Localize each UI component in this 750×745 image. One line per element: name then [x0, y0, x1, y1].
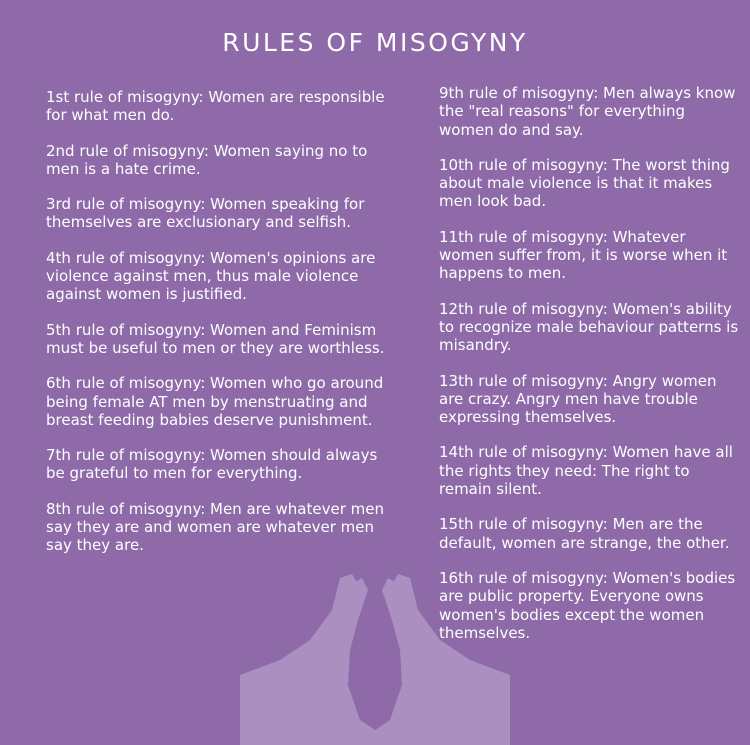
rule-item: 1st rule of misogyny: Women are responsible for what men do. — [46, 88, 385, 125]
rule-item: 14th rule of misogyny: Women have all the rights they need: The right to remain silent. — [439, 443, 733, 499]
page-title: RULES OF MISOGYNY — [222, 28, 528, 57]
rule-item: 9th rule of misogyny: Men always know the "real reasons" for everything women do and say. — [439, 84, 736, 139]
rule-item: 10th rule of misogyny: The worst thing about male violence is that it makes men look bad. — [439, 155, 730, 211]
rule-item: 3rd rule of misogyny: Women speaking for themselves are exclusionary and selfish. — [46, 195, 365, 232]
rule-item: 2nd rule of misogyny: Women saying no to men is a hate crime. — [46, 141, 368, 178]
rule-item: 4th rule of misogyny: Women's opinions are violence against men, thus male violence against women is justified. — [46, 248, 376, 304]
rule-item: 16th rule of misogyny: Women's bodies are public property. Everyone owns women's bodies except the women themselves. — [439, 568, 736, 642]
rule-item: 12th rule of misogyny: Women's ability to recognize male behaviour patterns is misandry. — [439, 299, 739, 355]
rules-column-left — [46, 88, 391, 572]
rule-item: 11th rule of misogyny: Whatever women suffer from, it is worse when it happens to men. — [439, 227, 728, 283]
rule-item: 15th rule of misogyny: Men are the default, women are strange, the other. — [439, 515, 730, 552]
rule-item: 5th rule of misogyny: Women and Feminism must be useful to men or they are worthless. — [46, 320, 385, 357]
rule-item: 13th rule of misogyny: Angry women are crazy. Angry men have trouble expressing themselves. — [439, 371, 717, 427]
rules-column-right — [439, 84, 739, 659]
rule-item: 6th rule of misogyny: Women who go around being female AT men by menstruating and breast feeding babies deserve punishment. — [46, 374, 384, 429]
rule-item: 7th rule of misogyny: Women should always be grateful to men for everything. — [46, 446, 378, 483]
rule-item: 8th rule of misogyny: Men are whatever men say they are and women are whatever men say they are. — [46, 499, 384, 555]
